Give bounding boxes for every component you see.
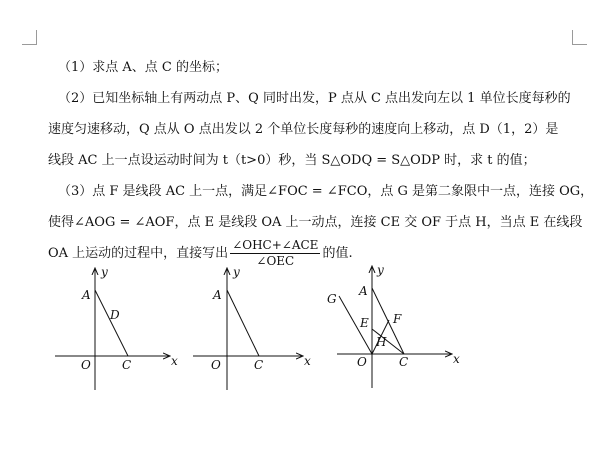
page-corner-mark-left [22, 30, 37, 45]
problem-text [48, 52, 594, 269]
fig1-label-y: y [101, 265, 108, 279]
fig3-label-c: C [399, 355, 409, 369]
figures-row [0, 262, 607, 412]
fraction-numerator: ∠OHC+∠ACE [232, 238, 319, 252]
fig3-label-x: x [453, 352, 460, 366]
fig1-label-c: C [122, 358, 132, 372]
fig2-label-y: y [233, 265, 240, 279]
fig1-label-a: A [82, 288, 91, 302]
part3-line1: （3）点 F 是线段 AC 上一点，满足∠FOC = ∠FCO，点 G 是第二象限中一点，连接 OG， [58, 184, 594, 199]
figure-1 [55, 265, 178, 390]
fig1-segment-ac [95, 290, 128, 356]
part1-line: （1）求点 A、点 C 的坐标； [58, 60, 229, 75]
coordinate-figures [0, 262, 607, 412]
part2-line3: 线段 AC 上一点设运动时间为 t（t>0）秒，当 S△ODQ = S△ODP 时，求 t 的值； [48, 153, 536, 168]
fig1-label-o: O [81, 358, 91, 372]
fig3-label-e: E [360, 316, 369, 330]
fig2-label-o: O [211, 358, 221, 372]
part2-line1: （2）已知坐标轴上有两动点 P、Q 同时出发，P 点从 C 点出发向左以 1 单位长度每秒的 [58, 91, 571, 106]
fig1-label-x: x [171, 354, 178, 368]
fig2-label-a: A [213, 288, 222, 302]
fig3-label-y: y [377, 263, 384, 277]
figure-2 [193, 265, 311, 390]
part2-line2: 速度匀速移动，Q 点从 O 点出发以 2 个单位长度每秒的速度向上移动，点 D（1，2）是 [48, 122, 559, 137]
fig2-label-c: C [254, 358, 264, 372]
fraction-denominator: ∠OEC [256, 254, 295, 268]
fig3-label-a: A [359, 284, 368, 298]
fig3-label-h: H [376, 335, 387, 349]
fig3-label-o: O [357, 355, 367, 369]
fig3-label-f: F [393, 312, 402, 326]
figure-3 [327, 263, 460, 388]
fig2-segment-ac [227, 290, 259, 356]
fig2-label-x: x [304, 354, 311, 368]
part3-line3-suffix: 的值. [322, 246, 353, 261]
part3-line2: 使得∠AOG = ∠AOF，点 E 是线段 OA 上一动点，连接 CE 交 OF 于点 H，当点 E 在线段 [48, 215, 583, 230]
fig1-label-d: D [110, 308, 120, 322]
page-corner-mark-right [572, 30, 587, 45]
fig3-label-g: G [327, 292, 337, 306]
part3-line3-prefix: OA 上运动的过程中，直接写出 [48, 246, 229, 261]
